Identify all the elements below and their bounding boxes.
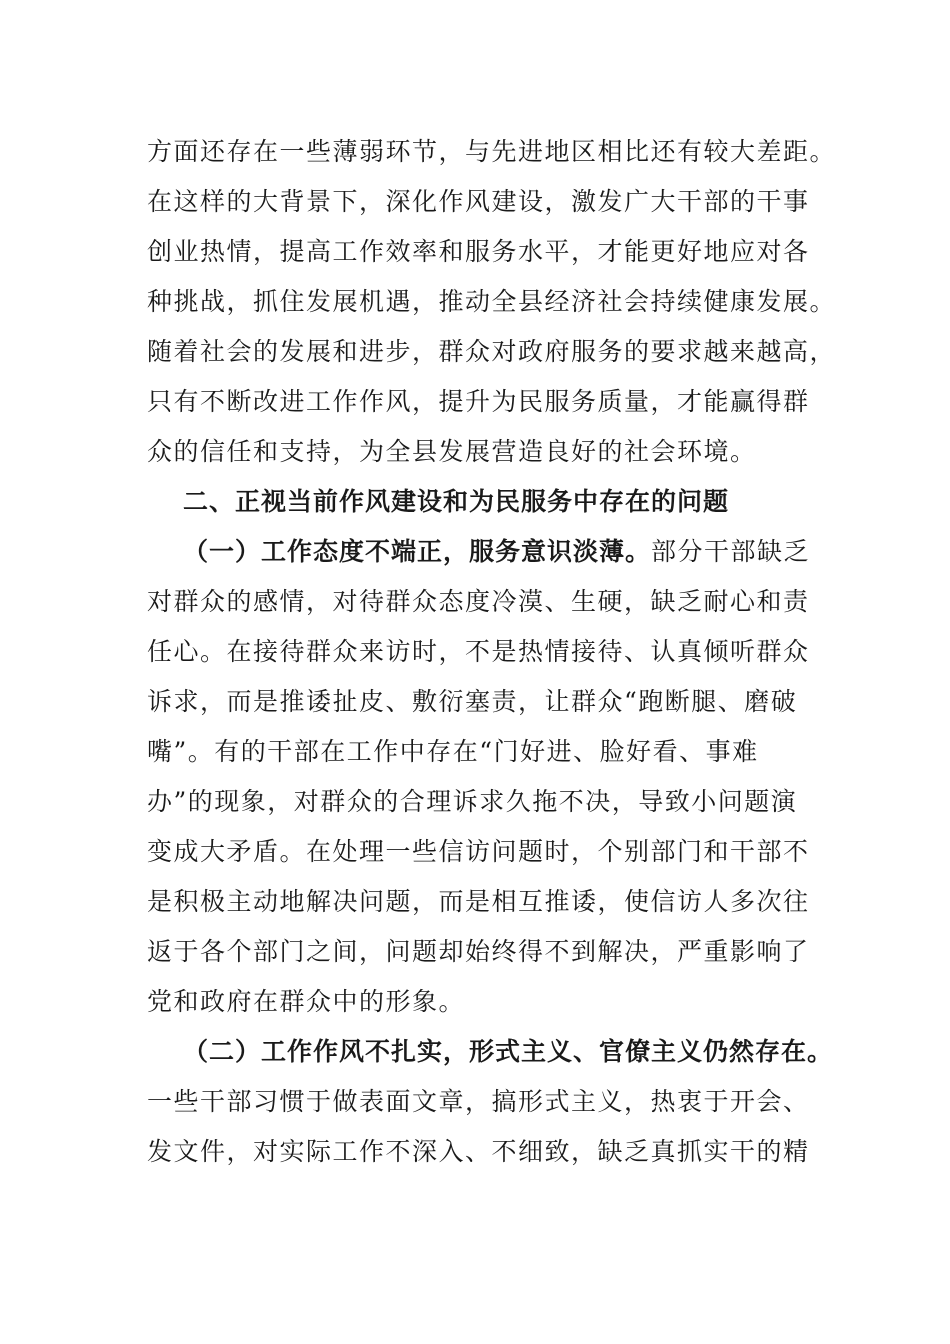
paragraph-line: 返于各个部门之间，问题却始终得不到解决，严重影响了	[147, 937, 810, 966]
paragraph-line: 众的信任和支持，为全县发展营造良好的社会环境。	[147, 437, 757, 466]
subsection-first-line	[183, 534, 810, 570]
paragraph-line: 一些干部习惯于做表面文章，搞形式主义，热衷于开会、	[147, 1087, 810, 1116]
subsection-first-line-text: 部分干部缺乏	[651, 537, 811, 566]
subsection-title: （二）工作作风不扎实，形式主义、官僚主义仍然存在。	[183, 1037, 834, 1066]
paragraph-line: 发文件，对实际工作不深入、不细致，缺乏真抓实干的精	[147, 1137, 810, 1166]
paragraph-line: 办”的现象，对群众的合理诉求久拖不决，导致小问题演	[147, 787, 798, 816]
paragraph-line: 是积极主动地解决问题，而是相互推诿，使信访人多次往	[147, 887, 810, 916]
paragraph-line: 嘴”。有的干部在工作中存在“门好进、脸好看、事难	[147, 737, 759, 766]
paragraph-line: 创业热情，提高工作效率和服务水平，才能更好地应对各	[147, 237, 810, 266]
paragraph-line: 党和政府在群众中的形象。	[147, 987, 466, 1016]
paragraph-line: 任心。在接待群众来访时，不是热情接待、认真倾听群众	[147, 637, 810, 666]
paragraph-line: 方面还存在一些薄弱环节，与先进地区相比还有较大差距。	[147, 137, 837, 166]
paragraph-line: 随着社会的发展和进步，群众对政府服务的要求越来越高，	[147, 337, 837, 366]
subsection-title: （一）工作态度不端正，服务意识淡薄。	[183, 537, 652, 566]
section-heading: 二、正视当前作风建设和为民服务中存在的问题	[183, 487, 730, 516]
paragraph-line: 种挑战，抓住发展机遇，推动全县经济社会持续健康发展。	[147, 287, 837, 316]
paragraph-line: 只有不断改进工作作风，提升为民服务质量，才能赢得群	[147, 387, 810, 416]
paragraph-line: 变成大矛盾。在处理一些信访问题时，个别部门和干部不	[147, 837, 810, 866]
paragraph-line: 对群众的感情，对待群众态度冷漠、生硬，缺乏耐心和责	[147, 587, 810, 616]
paragraph-line: 诉求，而是推诿扯皮、敷衍塞责，让群众“跑断腿、磨破	[147, 687, 798, 716]
paragraph-line: 在这样的大背景下，深化作风建设，激发广大干部的干事	[147, 187, 810, 216]
